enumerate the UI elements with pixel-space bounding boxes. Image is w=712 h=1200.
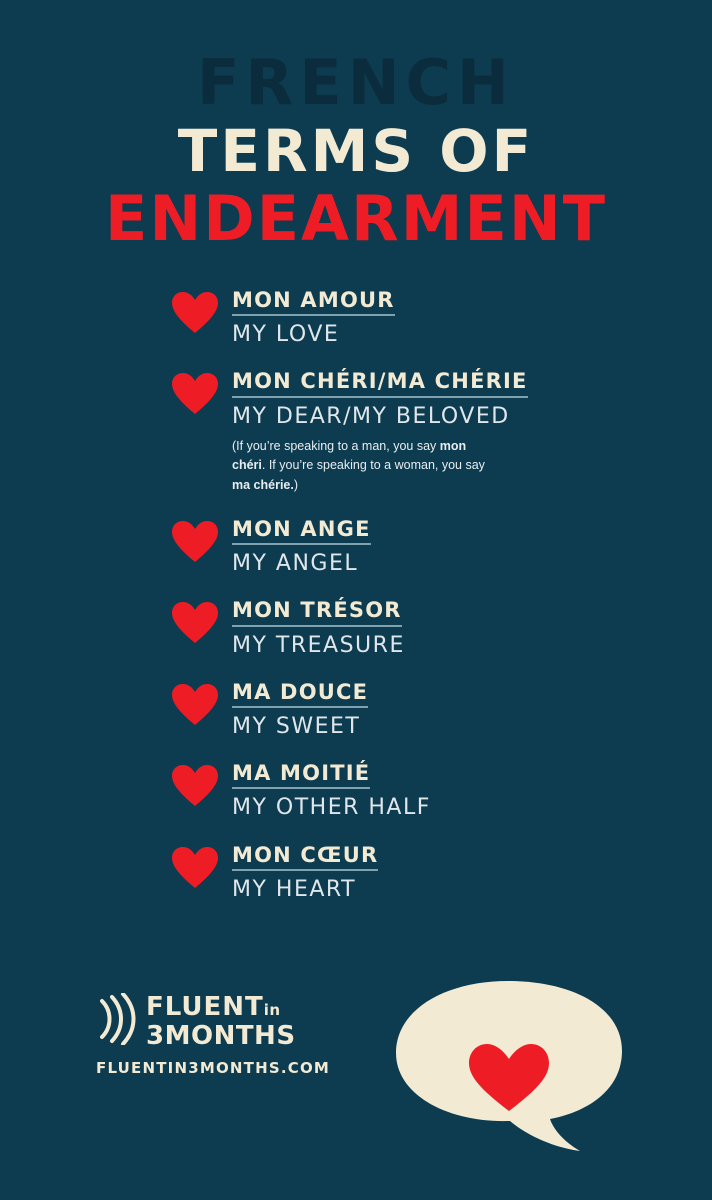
heart-icon	[172, 521, 218, 563]
term-label: MON AMOUR	[232, 288, 395, 316]
term-label: MA MOITIÉ	[232, 761, 370, 789]
heart-icon	[172, 765, 218, 807]
list-item	[172, 517, 672, 576]
brand-logo	[96, 993, 296, 1050]
heart-icon	[172, 684, 218, 726]
entry-text	[232, 680, 672, 739]
speech-bubble-with-heart	[384, 975, 634, 1160]
entry-text	[232, 843, 672, 902]
term-label: MON TRÉSOR	[232, 598, 402, 626]
usage-note: (If you’re speaking to a man, you say mon chéri. If you’re speaking to a woman, you say ma chérie.)	[232, 438, 485, 492]
term-label: MON CHÉRI/MA CHÉRIE	[232, 369, 528, 397]
brand-wordmark	[146, 994, 296, 1049]
brand-word-in: in	[263, 1001, 281, 1019]
entry-text	[232, 517, 672, 576]
title-block	[0, 0, 712, 255]
title-line-2: TERMS OF	[177, 117, 535, 185]
heart-icon	[172, 373, 218, 415]
translation-label: MY ANGEL	[232, 551, 359, 577]
footer	[0, 975, 712, 1200]
list-item	[172, 680, 672, 739]
term-label: MON CŒUR	[232, 843, 378, 871]
translation-label: MY SWEET	[232, 714, 361, 740]
list-item	[172, 598, 672, 657]
brand-word-fluent: FLUENT	[146, 992, 264, 1022]
terms-list	[0, 288, 712, 902]
title-line-3: ENDEARMENT	[104, 182, 607, 255]
list-item	[172, 843, 672, 902]
translation-label: MY OTHER HALF	[232, 795, 431, 821]
heart-icon	[172, 847, 218, 889]
term-label: MON ANGE	[232, 517, 371, 545]
entry-text	[232, 288, 672, 347]
brand-word-3months: 3MONTHS	[146, 1021, 296, 1051]
list-item	[172, 761, 672, 820]
translation-label: MY TREASURE	[232, 632, 405, 658]
entry-text	[232, 369, 672, 495]
brand-line-1	[146, 994, 296, 1020]
entry-text	[232, 598, 672, 657]
translation-label: MY HEART	[232, 876, 357, 902]
heart-icon	[172, 292, 218, 334]
translation-label: MY LOVE	[232, 322, 340, 348]
signal-waves-icon	[96, 993, 138, 1050]
list-item	[172, 288, 672, 347]
list-item	[172, 369, 672, 495]
entry-text	[232, 761, 672, 820]
term-label: MA DOUCE	[232, 680, 368, 708]
website-url[interactable]: FLUENTIN3MONTHS.COM	[96, 1059, 331, 1077]
heart-icon	[172, 602, 218, 644]
translation-label: MY DEAR/MY BELOVED	[232, 403, 510, 429]
title-line-1: FRENCH	[197, 46, 515, 119]
